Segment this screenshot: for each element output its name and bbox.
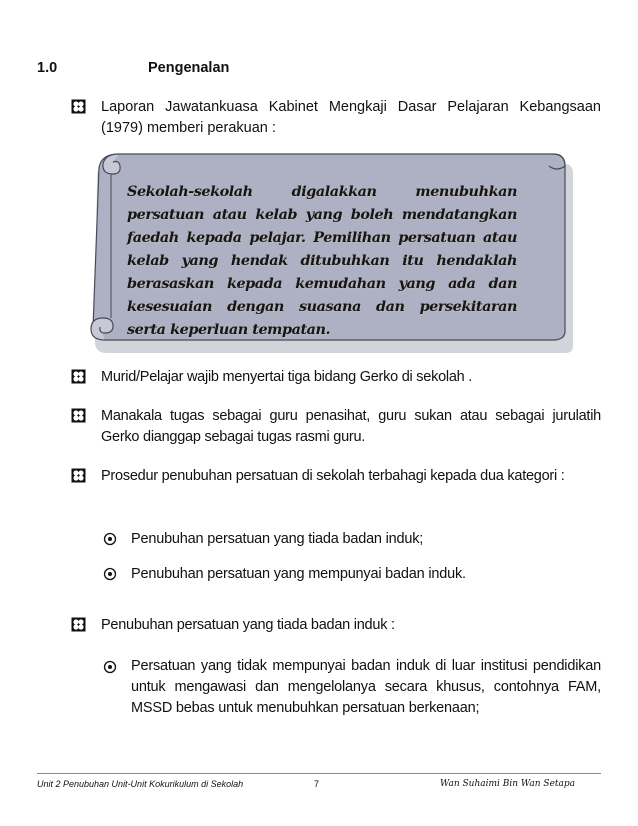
footer-page-number: 7 bbox=[314, 779, 320, 789]
circled-dot-icon bbox=[103, 532, 117, 546]
footer-unit-title: Unit 2 Penubuhan Unit-Unit Kokurikulum di Sekolah bbox=[37, 779, 244, 789]
category-item-with-parent-body: Penubuhan persatuan yang mempunyai badan induk. bbox=[131, 566, 466, 582]
circled-dot-icon bbox=[103, 567, 117, 581]
category-item-no-parent-body: Penubuhan persatuan yang tiada badan induk; bbox=[131, 531, 424, 547]
footer-author: Wan Suhaimi Bin Wan Setapa bbox=[440, 779, 576, 789]
circled-dot-icon bbox=[103, 660, 117, 674]
detail-paragraph: Persatuan yang tidak mempunyai badan induk di luar institusi pendidikan untuk mengawasi dan mengelolanya secara khusus, contohnya FAM, MSSD bebas untuk menubuhkan persatuan berkenaan; bbox=[131, 658, 601, 716]
bullet-text-mandatory-gerko: Murid/Pelajar wajib menyertai tiga bidang Gerko di sekolah . bbox=[101, 369, 473, 385]
footer-divider bbox=[37, 773, 601, 774]
bullet-text-procedure: Prosedur penubuhan persatuan di sekolah terbahagi kepada dua kategori : bbox=[101, 468, 565, 484]
four-petal-bullet-icon bbox=[71, 617, 86, 632]
bullet-text-teacher-duties: Manakala tugas sebagai guru penasihat, guru sukan atau sebagai jurulatih Gerko dianggap sebagai tugas rasmi guru. bbox=[101, 408, 601, 445]
section-number: 1.0 bbox=[37, 60, 58, 76]
four-petal-bullet-icon bbox=[71, 99, 86, 114]
four-petal-bullet-icon bbox=[71, 468, 86, 483]
scroll-quote: Sekolah-sekolah digalakkan menubuhkan persatuan atau kelab yang boleh mendatangkan faedah kepada pelajar. Pemilihan persatuan atau kelab yang hendak ditubuhkan itu hendaklah berasaskan kepada kemudahan yang ada dan kesesuaian dengan suasana dan persekitaran serta keperluan tempatan. bbox=[127, 183, 517, 338]
four-petal-bullet-icon bbox=[71, 408, 86, 423]
four-petal-bullet-icon bbox=[71, 369, 86, 384]
section-title: Pengenalan bbox=[148, 60, 230, 76]
bullet-text-cabinet-report: Laporan Jawatankuasa Kabinet Mengkaji Dasar Pelajaran Kebangsaan (1979) memberi perakuan : bbox=[101, 99, 601, 136]
bullet-text-no-parent-body: Penubuhan persatuan yang tiada badan induk : bbox=[101, 617, 395, 633]
